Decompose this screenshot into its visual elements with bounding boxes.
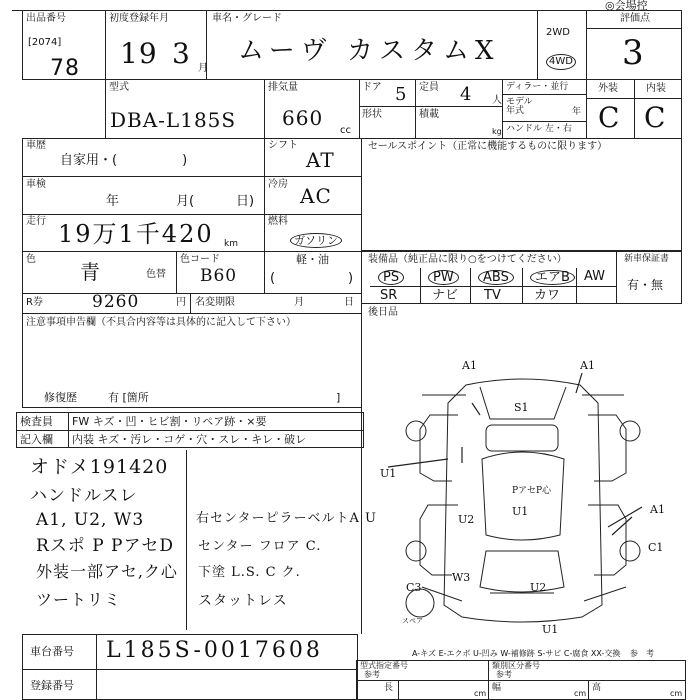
inspection-day: 日) [236, 194, 255, 209]
model-value: DBA-L185S [110, 108, 237, 132]
repair-value: 有 [箇所 [108, 391, 149, 404]
score-value: 3 [622, 33, 645, 73]
deadline-month: 月 [294, 297, 304, 308]
fuel-label: 燃料 [268, 216, 288, 227]
sales-label: セールスポイント（正常に機能するものに限ります） [368, 141, 608, 152]
mark-u2-rear: U2 [530, 581, 547, 594]
note-line-6: ツートリミ [36, 590, 122, 609]
fuel-paren-left: ( [270, 271, 276, 286]
cc-unit: cc [340, 125, 351, 136]
yen-unit: 円 [176, 297, 186, 308]
note-line-4: Rスポ P PアセD [36, 536, 174, 556]
equip-aw: AW [584, 269, 606, 284]
note-right-4: スタットレス [198, 593, 288, 609]
exterior-label: 外装 [598, 83, 618, 94]
score-label: 評価点 [620, 13, 650, 24]
ac-value: AC [300, 184, 332, 208]
equip-navi: ナビ [432, 288, 459, 303]
equip-label: 装備品（純正品に限り○をつけてください） [368, 254, 567, 265]
width-unit: cm [574, 689, 587, 698]
first-reg-year: 19 [120, 37, 158, 70]
spare-label: スペア [402, 617, 423, 625]
equip-ps: PS [378, 270, 404, 285]
damage-legend: A-キズ E-エクボ U-凹み W-補修跡 S-サビ C-腐食 XX-交換 [412, 649, 621, 658]
fuel-light-oil: 軽・油 [296, 253, 329, 266]
drive-4wd: 4WD [546, 54, 576, 70]
height-label: 高 [592, 683, 602, 693]
class-label: 類別区分番号 [492, 661, 540, 670]
car-name: ムーヴ カスタムX [238, 36, 500, 66]
lot-label: 出品番号 [26, 13, 66, 24]
door-value: 5 [395, 84, 408, 105]
color-value: 青 [80, 260, 101, 284]
shift-value: AT [306, 148, 335, 172]
shift-label: シフト [268, 140, 298, 151]
interior-label: 内装 [646, 83, 666, 94]
lot-number: 78 [50, 56, 80, 81]
ac-label: 冷房 [268, 179, 288, 190]
first-reg-month: 3 [172, 37, 191, 70]
vin-label: 車台番号 [30, 645, 74, 658]
load-unit: kg [492, 127, 502, 136]
note-right-2: センター フロア C. [198, 539, 322, 554]
inspection-label: 車検 [26, 179, 46, 190]
mark-paint-center: PアセP心 [512, 486, 552, 496]
name-deadline-label: 名変期限 [195, 297, 235, 308]
mark-c3: C3 [406, 581, 422, 594]
deadline-day: 日 [344, 297, 354, 308]
recycle-label: R券 [26, 297, 43, 308]
color-change-label: 色替 [146, 269, 166, 280]
equip-leather: カワ [534, 288, 561, 303]
note-line-3: A1, U2, W3 [36, 510, 145, 530]
month-unit: 月 [198, 63, 208, 74]
color-code-value: B60 [200, 266, 238, 286]
legend-reference: 参 考 [630, 649, 654, 658]
color-label: 色 [26, 254, 36, 265]
cc-label: 排気量 [268, 82, 298, 93]
note-line-2: ハンドルスレ [30, 486, 138, 506]
inspection-year: 年 [106, 194, 120, 209]
height-unit: cm [670, 689, 683, 698]
mark-a1-right: A1 [650, 503, 665, 516]
first-reg-label: 初度登録年月 [109, 13, 169, 24]
recycle-value: 9260 [92, 292, 140, 312]
mark-u2-center: U2 [458, 513, 475, 526]
mark-u1-rear: U1 [542, 623, 559, 636]
load-label: 積載 [419, 109, 439, 120]
inspector-label-2: 記入欄 [20, 433, 53, 446]
mileage-value: 19万1千420 [58, 220, 214, 248]
note-line-1: オドメ191420 [30, 456, 169, 478]
lot-sub: [2074] [28, 37, 62, 48]
capacity-label: 定員 [419, 82, 439, 93]
length-unit: cm [474, 689, 487, 698]
interior-grade: C [644, 101, 667, 134]
inspector-row-2: 内装 キズ・汚レ・コゲ・穴・スレ・キレ・破レ [72, 433, 307, 446]
shape-label: 形状 [362, 109, 382, 120]
equip-airbag: エアB [530, 270, 575, 285]
car-diagram [362, 355, 682, 640]
office-copy-mark: ◎会場控 [605, 0, 648, 12]
spec-label: 型式指定番号 [360, 661, 408, 670]
capacity-unit: 人 [492, 95, 502, 106]
reg-label: 登録番号 [30, 679, 74, 692]
mark-a1-front-left: A1 [462, 359, 477, 372]
vin-value: L185S-0017608 [106, 638, 323, 663]
spec-reference: 参考 [364, 670, 380, 679]
dealer-label: ディラー・並行 [506, 82, 569, 92]
mark-u1-center: U1 [512, 505, 529, 518]
note-right-3: 下塗 L.S. C ク. [198, 565, 301, 580]
model-label: 型式 [109, 82, 129, 93]
cc-value: 660 [282, 106, 324, 130]
length-label: 長 [384, 683, 394, 693]
fuel-paren-right: ) [348, 271, 354, 286]
fuel-gasoline: ガソリン [290, 233, 342, 248]
mark-a1-front-right: A1 [580, 359, 595, 372]
history-value: 自家用・( ) [60, 153, 188, 168]
class-reference: 参考 [496, 670, 512, 679]
equip-pw: PW [428, 270, 459, 285]
warranty-value: 有・無 [627, 278, 664, 292]
width-label: 幅 [492, 683, 502, 693]
capacity-value: 4 [460, 84, 473, 105]
repair-close: ] [336, 391, 341, 404]
car-name-label: 車名・グレード [212, 13, 282, 24]
note-line-5: 外装一部アセ,ク心 [36, 562, 178, 581]
km-unit: km [224, 239, 238, 249]
mileage-label: 走行 [26, 216, 46, 227]
model-year-label: モデル年式 [506, 97, 533, 116]
history-label: 車歴 [26, 140, 46, 151]
mark-u1-left: U1 [380, 467, 397, 480]
mark-s1: S1 [514, 401, 529, 414]
notes-label: 注意事項申告欄（不具合内容等は具体的に記入して下さい） [26, 317, 296, 328]
inspection-month: 月( [176, 194, 195, 209]
drive-2wd: 2WD [546, 27, 570, 38]
exterior-grade: C [598, 101, 621, 134]
handle-label: ハンドル 左・右 [506, 124, 572, 134]
inspector-row-1: FW キズ・凹・ヒビ割・リペア跡・×要 [72, 415, 267, 428]
inspector-label-1: 検査員 [20, 415, 53, 428]
equip-tv: TV [484, 288, 501, 303]
year-unit: 年 [572, 107, 582, 117]
repair-label: 修復歴 [44, 391, 77, 404]
equip-sr: SR [380, 288, 398, 303]
mark-w3: W3 [452, 571, 471, 584]
door-label: ドア [362, 82, 382, 93]
note-right-1: 右センターピラーベルトA U [196, 511, 377, 526]
warranty-label: 新車保証書 [624, 254, 670, 264]
mark-c1-right: C1 [648, 541, 664, 554]
color-code-label: 色コード [180, 254, 220, 265]
later-items-label: 後日品 [368, 307, 398, 318]
equip-abs: ABS [478, 270, 514, 285]
sales-box [361, 138, 682, 251]
